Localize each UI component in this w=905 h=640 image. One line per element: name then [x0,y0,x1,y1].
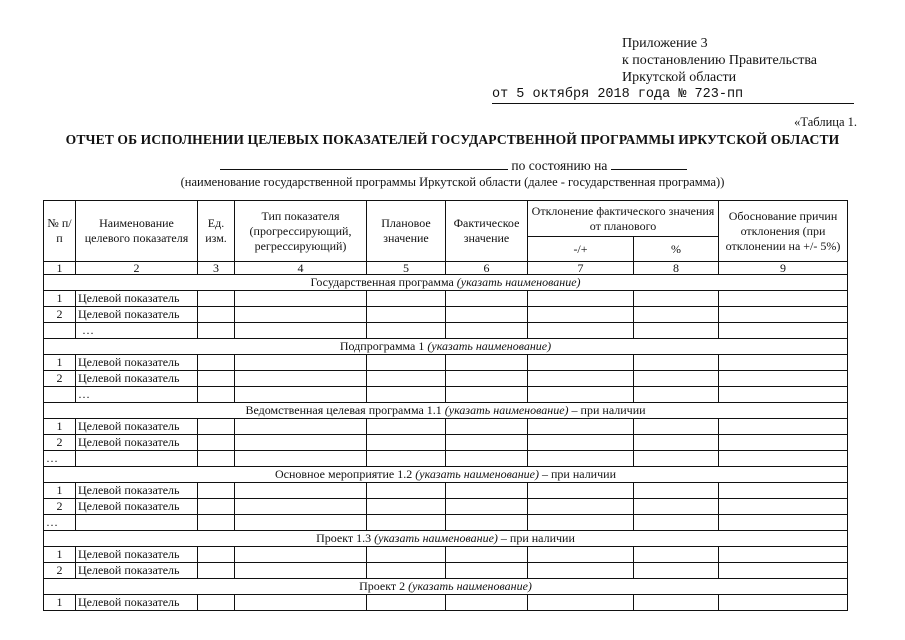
section-row [44,579,848,595]
table-row [44,563,848,579]
row-number: 2 [44,307,76,323]
table-row [44,483,848,499]
table-row [44,595,848,611]
row-number: 2 [44,435,76,451]
table-row [44,323,848,339]
section-title: Подпрограмма 1 [339,339,425,353]
indicator-name: Целевой показатель [76,435,198,451]
column-number: 3 [198,262,235,275]
appendix-line-2: к постановлению Правительства [622,53,818,68]
section-title: Проект 1.3 [316,531,372,545]
header-dev-abs: -/+ [528,237,634,262]
header-num: № п/п [44,201,76,262]
table-row [44,371,848,387]
indicator-name: Целевой показатель [76,419,198,435]
row-number: 1 [44,547,76,563]
section-hint: (указать наименование) [374,531,498,545]
table-label: «Таблица 1. [794,115,857,129]
program-name-blank [220,169,508,170]
section-row [44,403,848,419]
ellipsis: … [44,451,76,467]
header-plan: Плановое значение [367,201,446,262]
section-title: Ведомственная целевая программа 1.1 [245,403,442,417]
section-hint: (указать наименование) [408,579,532,593]
row-number: 2 [44,371,76,387]
row-number: 1 [44,483,76,499]
indicator-name: Целевой показатель [76,595,198,611]
header-name: Наименование целевого показателя [76,201,198,262]
appendix-line-1: Приложение 3 [622,36,708,51]
indicator-name: Целевой показатель [76,499,198,515]
row-number: 1 [44,291,76,307]
column-number: 1 [44,262,76,275]
section-suffix: – при наличии [568,403,646,417]
program-name-hint: (наименование государственной программы Иркутской области (далее - государственная программа)) [180,175,725,189]
column-number: 2 [76,262,198,275]
indicator-name: Целевой показатель [76,291,198,307]
header-fact: Фактическое значение [446,201,528,262]
ellipsis: … [44,515,76,531]
column-number: 7 [528,262,634,275]
column-number: 9 [719,262,848,275]
indicators-table [43,200,848,611]
section-title: Государственная программа [310,275,454,289]
section-hint: (указать наименование) [456,275,581,289]
table-row [44,419,848,435]
column-number: 4 [235,262,367,275]
table-row [44,355,848,371]
column-number: 5 [367,262,446,275]
section-suffix: – при наличии [539,467,616,481]
as-of-line [220,158,687,174]
date-blank [611,169,687,170]
header-unit: Ед. изм. [198,201,235,262]
header-reason: Обоснование причин отклонения (при отклонении на +/- 5%) [719,201,848,262]
row-number: 2 [44,563,76,579]
section-hint: (указать наименование) [444,403,569,417]
column-number: 8 [634,262,719,275]
column-number: 6 [446,262,528,275]
row-number: 1 [44,595,76,611]
table-row [44,307,848,323]
header-dev-pct: % [634,237,719,262]
table-row [44,387,848,403]
ellipsis: … [76,323,198,339]
header-deviation: Отклонение фактического значения от планового [528,201,719,237]
row-number: 1 [44,419,76,435]
ellipsis: … [76,387,198,403]
row-number: 2 [44,499,76,515]
indicator-name: Целевой показатель [76,371,198,387]
section-suffix: – при наличии [497,531,575,545]
table-row [44,547,848,563]
as-of-label: по состоянию на [511,158,608,173]
table-row [44,291,848,307]
section-title: Проект 2 [359,579,406,593]
indicator-name: Целевой показатель [76,483,198,499]
table-row [44,451,848,467]
indicator-name: Целевой показатель [76,563,198,579]
table-row [44,515,848,531]
section-hint: (указать наименование) [427,339,552,353]
table-row [44,499,848,515]
table-row [44,435,848,451]
section-row [44,339,848,355]
section-row [44,275,848,291]
document-title: ОТЧЕТ ОБ ИСПОЛНЕНИИ ЦЕЛЕВЫХ ПОКАЗАТЕЛЕЙ ГОСУДАРСТВЕННОЙ ПРОГРАММЫ ИРКУТСКОЙ ОБЛАСТИ [65,132,840,147]
indicator-name: Целевой показатель [76,355,198,371]
appendix-line-3: Иркутской области [622,70,737,85]
order-reference: от 5 октября 2018 года № 723-пп [492,86,854,104]
section-row [44,467,848,483]
row-number: 1 [44,355,76,371]
indicator-name: Целевой показатель [76,547,198,563]
section-row [44,531,848,547]
header-type: Тип показателя (прогрессирующий, регрессирующий) [235,201,367,262]
indicator-name: Целевой показатель [76,307,198,323]
section-hint: (указать наименование) [415,467,539,481]
section-title: Основное мероприятие 1.2 [275,467,413,481]
